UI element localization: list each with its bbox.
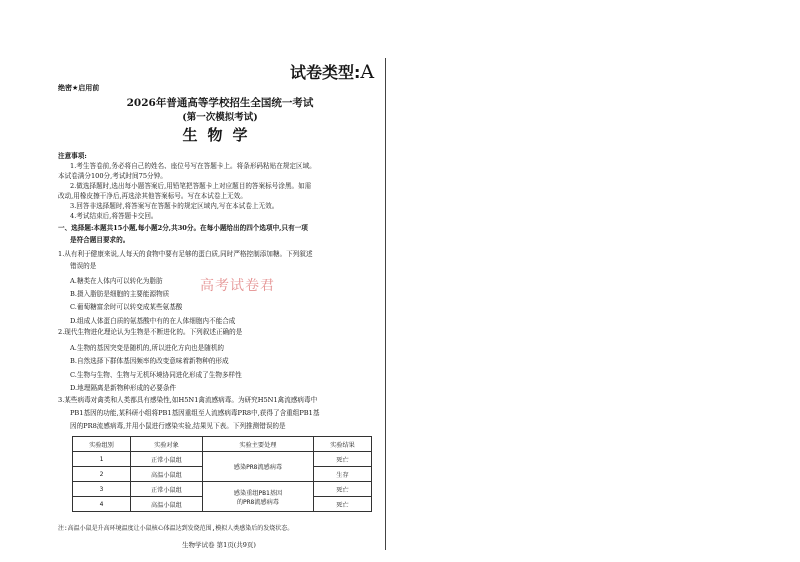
note-line: 2.做选择题时,选出每小题答案后,用铅笔把答题卡上对应题目的答案标号涂黑。如需: [70, 182, 312, 190]
notes-heading: 注意事项:: [58, 152, 87, 160]
table-cell: 2: [73, 467, 131, 482]
table-cell: 4: [73, 497, 131, 512]
table-header: 实验结果: [313, 437, 371, 452]
exam-subtitle: (第一次模拟考试): [182, 112, 258, 123]
q3-stem-cont2: 因的PR8流感病毒,并用小鼠进行感染实验,结果见下表。下列推测错误的是: [70, 422, 286, 430]
table-cell: 正常小鼠组: [130, 482, 202, 497]
q1-stem: 1.从有利于健康来说,人每天的食物中要有足够的蛋白质,同时严格控制添加糖。下列叙述: [58, 250, 313, 258]
page-footer: 生物学试卷 第1页(共9页): [182, 541, 256, 549]
table-header: 实验对象: [130, 437, 202, 452]
q1-option-c: C.葡萄糖富余时可以转变成某些氨基酸: [70, 303, 183, 311]
table-cell-treatment-a: 感染PR8流感病毒: [202, 452, 313, 482]
note-line: 3.回答非选择题时,将答案写在答题卡的规定区域内,写在本试卷上无效。: [70, 202, 279, 210]
note-line: 本试卷满分100分,考试时间75分钟。: [58, 172, 167, 180]
q1-stem-cont: 错误的是: [70, 262, 97, 270]
table-header-row: [73, 437, 372, 452]
table-cell: 死亡: [313, 482, 371, 497]
treatment-b-line1: 感染重组PB1基因: [233, 489, 283, 497]
q2-option-a: A.生物的基因突变是随机的,所以进化方向也是随机的: [70, 344, 225, 352]
section1-instructions-cont: 是符合题目要求的。: [70, 236, 130, 244]
q2-stem: 2.现代生物进化理论认为生物是不断进化的。下列叙述正确的是: [58, 328, 243, 336]
table-cell: 死亡: [313, 497, 371, 512]
table-cell: 正常小鼠组: [130, 452, 202, 467]
paper-type-letter: A: [360, 61, 375, 83]
q1-option-b: B.摄入脂肪是细胞的主要能源物质: [70, 290, 170, 298]
table-header: 实验主要处理: [202, 437, 313, 452]
table-header: 实验组别: [73, 437, 131, 452]
q2-option-d: D.地理隔离是新物种形成的必要条件: [70, 384, 177, 392]
paper-type-label: 试卷类型:: [290, 63, 361, 82]
q2-option-c: C.生物与生物、生物与无机环境协同进化形成了生物多样性: [70, 371, 242, 379]
table-cell-treatment-b: [202, 482, 313, 512]
exam-title: 2026年普通高等学校招生全国统一考试: [126, 97, 314, 109]
table-cell: 生存: [313, 467, 371, 482]
q1-option-a: A.糖类在人体内可以转化为脂肪: [70, 277, 163, 285]
table-cell: 高温小鼠组: [130, 467, 202, 482]
paper-type: [290, 60, 374, 83]
note-line: 改动,用橡皮擦干净后,再选涂其他答案标号。写在本试卷上无效。: [58, 192, 247, 200]
table-cell: 1: [73, 452, 131, 467]
table-cell: 3: [73, 482, 131, 497]
confidential-mark: 绝密★启用前: [58, 84, 100, 92]
note-line: 4.考试结束后,将答题卡交回。: [70, 212, 158, 220]
table-cell: 死亡: [313, 452, 371, 467]
table-row: [73, 482, 372, 497]
watermark: 高考试卷君: [200, 278, 275, 294]
q3-stem: 3.某些病毒对禽类和人类都具有感染性,如H5N1禽流感病毒。为研究H5N1禽流感病毒中: [58, 396, 318, 404]
treatment-b-line2: 的PR8流感病毒: [236, 498, 279, 506]
table-note: 注:高温小鼠是升高环境温度让小鼠核心体温达到发烧范围,模拟人类感染后的发烧状态。: [58, 525, 294, 532]
subject-title: 生物学: [182, 126, 258, 144]
q1-option-d: D.组成人体蛋白质的氨基酸中有的在人体细胞内不能合成: [70, 317, 236, 325]
experiment-table: [72, 436, 372, 512]
q2-option-b: B.自然选择下群体基因频率的改变意味着新物种的形成: [70, 357, 229, 365]
q3-stem-cont: PB1基因的功能,某科研小组将PB1基因重组至人流感病毒PR8中,获得了含重组PB1基: [70, 409, 320, 417]
table-cell: 高温小鼠组: [130, 497, 202, 512]
note-line: 1.考生答卷前,务必将自己的姓名、座位号写在答题卡上。将条形码粘贴在规定区域。: [70, 162, 316, 170]
table-row: [73, 452, 372, 467]
section1-instructions: 一、选择题:本题共15小题,每小题2分,共30分。在每小题给出的四个选项中,只有一项: [58, 224, 308, 232]
